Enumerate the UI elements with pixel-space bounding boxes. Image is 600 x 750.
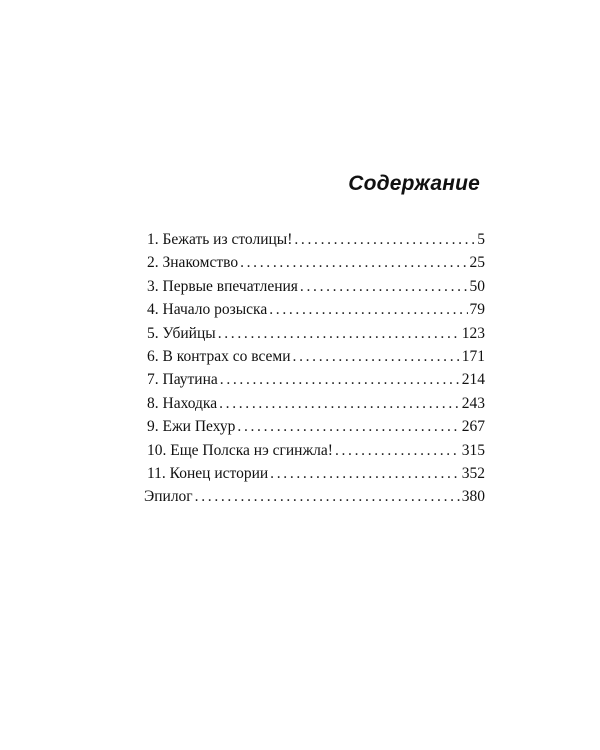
- toc-entry-label: 9. Ежи Пехур: [147, 418, 236, 436]
- dot-leader: [220, 368, 460, 391]
- toc-entry-page: 380: [461, 488, 485, 506]
- toc-entry-5[interactable]: [147, 322, 485, 345]
- toc-entry-page: 214: [461, 371, 485, 389]
- toc-entry-2[interactable]: [147, 251, 485, 274]
- dot-leader: [195, 485, 460, 508]
- dot-leader: [218, 322, 460, 345]
- toc-entry-label: 11. Конец истории: [147, 464, 269, 482]
- toc-entry-page: 352: [461, 464, 485, 482]
- toc-entry-6[interactable]: [147, 345, 485, 368]
- toc-entry-4[interactable]: [147, 298, 485, 321]
- toc-entry-label: 3. Первые впечатления: [147, 277, 298, 295]
- toc-entry-label: 7. Паутина: [147, 371, 218, 389]
- toc-entry-label: 8. Находка: [147, 394, 218, 412]
- toc-entry-11[interactable]: [147, 462, 485, 485]
- toc-entry-page: 267: [461, 418, 485, 436]
- toc-entry-7[interactable]: [147, 368, 485, 391]
- dot-leader: [294, 228, 475, 251]
- toc-entry-page: 171: [461, 347, 485, 365]
- toc-heading: Содержание: [348, 172, 480, 195]
- toc-entry-label: 6. В контрах со всеми: [147, 347, 291, 365]
- dot-leader: [219, 392, 460, 415]
- toc-entry-label: 5. Убийцы: [147, 324, 216, 342]
- dot-leader: [300, 275, 468, 298]
- toc-entry-page: 315: [461, 441, 485, 459]
- toc-entry-8[interactable]: [147, 392, 485, 415]
- toc-entry-page: 25: [469, 254, 485, 272]
- toc-entry-label: 4. Начало розыска: [147, 301, 268, 319]
- toc-list: [144, 228, 485, 509]
- toc-entry-page: 5: [477, 231, 485, 248]
- toc-entry-label: Эпилог: [144, 488, 193, 506]
- dot-leader: [270, 462, 460, 485]
- dot-leader: [335, 439, 460, 462]
- toc-entry-1[interactable]: [147, 228, 485, 251]
- toc-entry-page: 123: [461, 324, 485, 342]
- dot-leader: [237, 415, 459, 438]
- toc-entry-epilogue[interactable]: [144, 485, 485, 508]
- toc-entry-3[interactable]: [147, 275, 485, 298]
- toc-entry-page: 79: [469, 301, 485, 319]
- toc-entry-page: 243: [461, 394, 485, 412]
- dot-leader: [293, 345, 460, 368]
- dot-leader: [269, 298, 467, 321]
- toc-entry-page: 50: [469, 277, 485, 295]
- toc-entry-label: 10. Еще Полска нэ сгинжла!: [147, 441, 333, 459]
- dot-leader: [240, 251, 467, 274]
- toc-entry-label: 1. Бежать из столицы!: [147, 231, 293, 248]
- toc-entry-label: 2. Знакомство: [147, 254, 239, 272]
- toc-entry-9[interactable]: [147, 415, 485, 438]
- toc-entry-10[interactable]: [147, 439, 485, 462]
